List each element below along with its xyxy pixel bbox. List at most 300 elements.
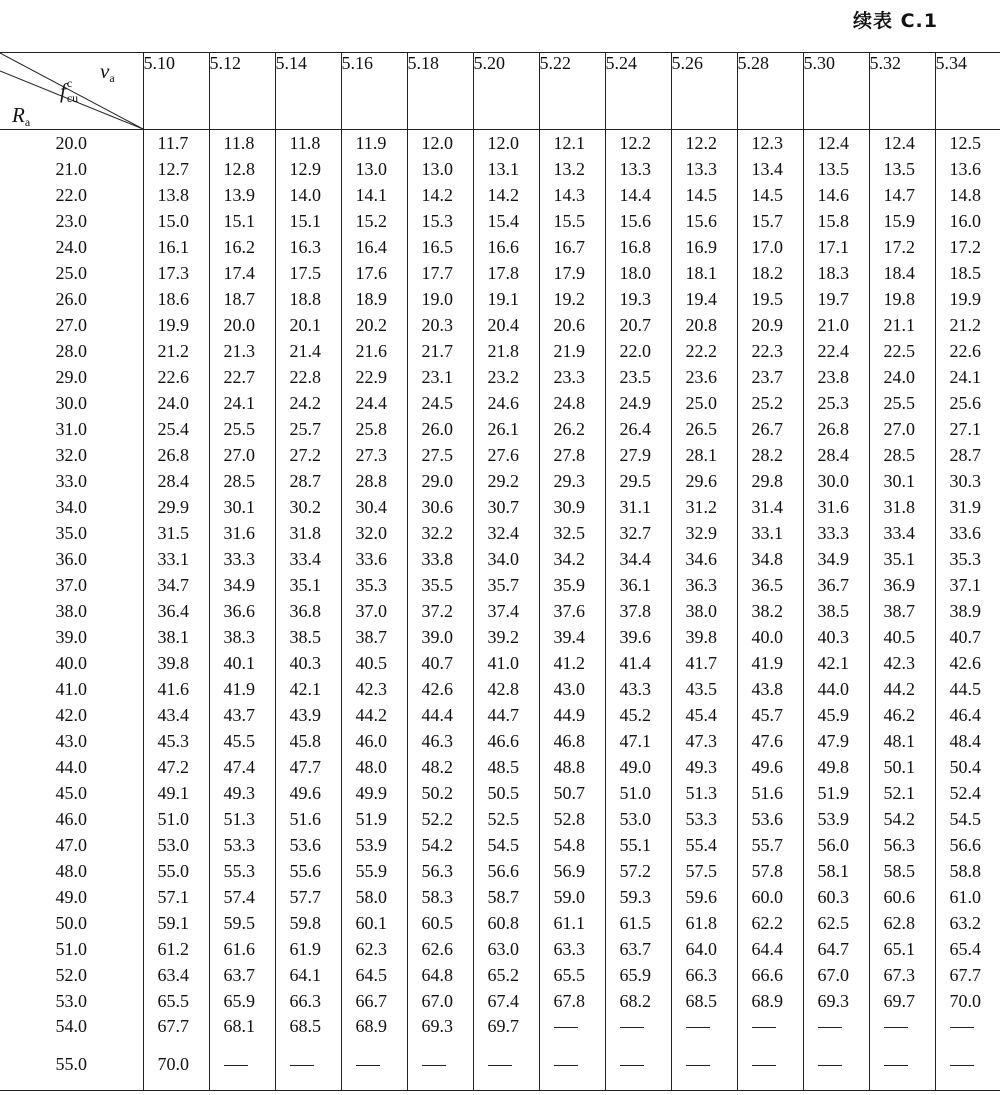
- strength-value-cell: 28.8: [341, 468, 407, 494]
- strength-value-cell: 42.1: [803, 650, 869, 676]
- strength-value-cell: 59.3: [605, 884, 671, 910]
- strength-value-cell: 17.2: [869, 234, 935, 260]
- strength-value-cell: 48.2: [407, 754, 473, 780]
- strength-value-cell: 45.2: [605, 702, 671, 728]
- strength-value-cell: 40.7: [407, 650, 473, 676]
- strength-value-cell: 33.8: [407, 546, 473, 572]
- strength-value-cell: 47.2: [143, 754, 209, 780]
- strength-value-cell: 18.5: [935, 260, 1000, 286]
- rebound-value-cell: 38.0: [0, 598, 143, 624]
- strength-value-cell: 21.4: [275, 338, 341, 364]
- strength-value-cell: 14.5: [737, 182, 803, 208]
- strength-value-cell: 13.3: [605, 156, 671, 182]
- column-header: 5.26: [671, 53, 737, 130]
- strength-value-cell: 31.9: [935, 494, 1000, 520]
- strength-value-cell: 33.6: [341, 546, 407, 572]
- strength-value-cell: 21.9: [539, 338, 605, 364]
- strength-value-cell: 24.0: [869, 364, 935, 390]
- strength-value-cell: 36.6: [209, 598, 275, 624]
- strength-value-cell: 33.3: [803, 520, 869, 546]
- table-row: [0, 130, 1000, 157]
- strength-value-cell: 44.0: [803, 676, 869, 702]
- strength-value-cell: 22.5: [869, 338, 935, 364]
- strength-value-cell: 35.3: [935, 546, 1000, 572]
- strength-value-cell: 19.3: [605, 286, 671, 312]
- strength-value-cell: 18.0: [605, 260, 671, 286]
- strength-value-cell: 30.9: [539, 494, 605, 520]
- strength-value-cell: [869, 1014, 935, 1052]
- strength-value-cell: 21.7: [407, 338, 473, 364]
- strength-value-cell: 63.7: [605, 936, 671, 962]
- strength-value-cell: 20.7: [605, 312, 671, 338]
- strength-value-cell: 45.5: [209, 728, 275, 754]
- strength-value-cell: 33.4: [869, 520, 935, 546]
- strength-value-cell: [935, 1014, 1000, 1052]
- dash-mark: [752, 1027, 776, 1028]
- table-body: [0, 130, 1000, 1091]
- table-row: [0, 702, 1000, 728]
- strength-value-cell: 54.2: [869, 806, 935, 832]
- table-row: [0, 260, 1000, 286]
- strength-value-cell: 16.0: [935, 208, 1000, 234]
- table-row: [0, 338, 1000, 364]
- strength-value-cell: 42.3: [341, 676, 407, 702]
- strength-value-cell: 27.0: [869, 416, 935, 442]
- strength-value-cell: 66.7: [341, 988, 407, 1014]
- table-row: [0, 546, 1000, 572]
- strength-value-cell: 40.5: [341, 650, 407, 676]
- strength-value-cell: 15.2: [341, 208, 407, 234]
- strength-value-cell: 34.7: [143, 572, 209, 598]
- strength-value-cell: 29.6: [671, 468, 737, 494]
- strength-value-cell: 12.1: [539, 130, 605, 157]
- strength-value-cell: 37.8: [605, 598, 671, 624]
- table-row: [0, 364, 1000, 390]
- strength-value-cell: 59.5: [209, 910, 275, 936]
- strength-value-cell: 13.6: [935, 156, 1000, 182]
- strength-value-cell: 56.6: [935, 832, 1000, 858]
- column-header: 5.20: [473, 53, 539, 130]
- strength-value-cell: 42.8: [473, 676, 539, 702]
- strength-value-cell: [209, 1052, 275, 1091]
- dash-mark: [620, 1027, 644, 1028]
- strength-value-cell: 51.9: [341, 806, 407, 832]
- strength-value-cell: 59.0: [539, 884, 605, 910]
- table-row: [0, 754, 1000, 780]
- table-row: [0, 858, 1000, 884]
- rebound-value-cell: 40.0: [0, 650, 143, 676]
- strength-value-cell: 59.6: [671, 884, 737, 910]
- strength-value-cell: 13.0: [407, 156, 473, 182]
- strength-value-cell: 60.3: [803, 884, 869, 910]
- strength-value-cell: 38.1: [143, 624, 209, 650]
- strength-value-cell: 15.5: [539, 208, 605, 234]
- strength-value-cell: 44.2: [869, 676, 935, 702]
- strength-value-cell: 47.7: [275, 754, 341, 780]
- strength-value-cell: 56.6: [473, 858, 539, 884]
- strength-value-cell: 14.4: [605, 182, 671, 208]
- strength-value-cell: 47.1: [605, 728, 671, 754]
- strength-value-cell: 18.8: [275, 286, 341, 312]
- strength-value-cell: 21.3: [209, 338, 275, 364]
- strength-value-cell: 14.3: [539, 182, 605, 208]
- strength-value-cell: 31.1: [605, 494, 671, 520]
- strength-value-cell: 64.7: [803, 936, 869, 962]
- strength-value-cell: 20.0: [209, 312, 275, 338]
- strength-value-cell: 19.0: [407, 286, 473, 312]
- column-header: 5.14: [275, 53, 341, 130]
- strength-value-cell: 39.8: [671, 624, 737, 650]
- strength-value-cell: 63.0: [473, 936, 539, 962]
- strength-value-cell: 45.7: [737, 702, 803, 728]
- strength-value-cell: 22.6: [935, 338, 1000, 364]
- strength-value-cell: 17.8: [473, 260, 539, 286]
- strength-value-cell: 61.1: [539, 910, 605, 936]
- strength-value-cell: 11.8: [209, 130, 275, 157]
- table-row: [0, 416, 1000, 442]
- strength-value-cell: 21.2: [143, 338, 209, 364]
- rebound-value-cell: 34.0: [0, 494, 143, 520]
- strength-value-cell: 38.3: [209, 624, 275, 650]
- strength-value-cell: 37.6: [539, 598, 605, 624]
- strength-value-cell: [737, 1052, 803, 1091]
- strength-value-cell: 52.8: [539, 806, 605, 832]
- strength-value-cell: 40.7: [935, 624, 1000, 650]
- strength-value-cell: 18.2: [737, 260, 803, 286]
- strength-value-cell: 64.8: [407, 962, 473, 988]
- strength-value-cell: 30.3: [935, 468, 1000, 494]
- strength-value-cell: 37.0: [341, 598, 407, 624]
- strength-value-cell: 52.2: [407, 806, 473, 832]
- strength-value-cell: 19.2: [539, 286, 605, 312]
- strength-value-cell: 17.3: [143, 260, 209, 286]
- strength-value-cell: 36.4: [143, 598, 209, 624]
- strength-value-cell: 31.6: [209, 520, 275, 546]
- strength-value-cell: 49.3: [209, 780, 275, 806]
- strength-value-cell: 36.3: [671, 572, 737, 598]
- strength-value-cell: 63.4: [143, 962, 209, 988]
- strength-value-cell: 37.1: [935, 572, 1000, 598]
- table-row: [0, 728, 1000, 754]
- strength-value-cell: 61.8: [671, 910, 737, 936]
- column-header: 5.12: [209, 53, 275, 130]
- strength-value-cell: [605, 1052, 671, 1091]
- strength-value-cell: 35.1: [275, 572, 341, 598]
- strength-value-cell: 66.3: [671, 962, 737, 988]
- strength-value-cell: 28.5: [209, 468, 275, 494]
- strength-value-cell: 23.7: [737, 364, 803, 390]
- strength-value-cell: 36.7: [803, 572, 869, 598]
- dash-mark: [224, 1065, 248, 1066]
- rebound-value-cell: 47.0: [0, 832, 143, 858]
- strength-value-cell: 15.7: [737, 208, 803, 234]
- strength-value-cell: 45.4: [671, 702, 737, 728]
- strength-value-cell: 68.5: [275, 1014, 341, 1052]
- table-row: [0, 1014, 1000, 1052]
- rebound-value-cell: 51.0: [0, 936, 143, 962]
- strength-value-cell: 59.8: [275, 910, 341, 936]
- column-header: 5.34: [935, 53, 1000, 130]
- strength-value-cell: 28.4: [143, 468, 209, 494]
- table-row: [0, 988, 1000, 1014]
- strength-value-cell: 12.8: [209, 156, 275, 182]
- table-row: [0, 208, 1000, 234]
- strength-value-cell: 30.6: [407, 494, 473, 520]
- strength-value-cell: 42.6: [935, 650, 1000, 676]
- strength-value-cell: 28.5: [869, 442, 935, 468]
- strength-value-cell: 40.3: [803, 624, 869, 650]
- strength-value-cell: 40.3: [275, 650, 341, 676]
- strength-value-cell: 48.4: [935, 728, 1000, 754]
- strength-value-cell: 50.7: [539, 780, 605, 806]
- strength-value-cell: 16.9: [671, 234, 737, 260]
- strength-value-cell: 66.6: [737, 962, 803, 988]
- strength-value-cell: 13.1: [473, 156, 539, 182]
- rebound-value-cell: 42.0: [0, 702, 143, 728]
- strength-value-cell: 68.5: [671, 988, 737, 1014]
- strength-value-cell: 31.2: [671, 494, 737, 520]
- strength-value-cell: 17.5: [275, 260, 341, 286]
- strength-value-cell: 38.0: [671, 598, 737, 624]
- strength-value-cell: 25.5: [869, 390, 935, 416]
- strength-value-cell: 24.9: [605, 390, 671, 416]
- strength-value-cell: 12.9: [275, 156, 341, 182]
- strength-value-cell: 23.1: [407, 364, 473, 390]
- strength-value-cell: 48.5: [473, 754, 539, 780]
- dash-mark: [554, 1027, 578, 1028]
- strength-value-cell: 62.8: [869, 910, 935, 936]
- strength-value-cell: 67.7: [935, 962, 1000, 988]
- strength-value-cell: 18.9: [341, 286, 407, 312]
- strength-value-cell: 24.1: [209, 390, 275, 416]
- strength-value-cell: 17.4: [209, 260, 275, 286]
- strength-value-cell: 27.1: [935, 416, 1000, 442]
- strength-value-cell: 15.9: [869, 208, 935, 234]
- strength-value-cell: 65.4: [935, 936, 1000, 962]
- strength-value-cell: 67.8: [539, 988, 605, 1014]
- strength-value-cell: 65.1: [869, 936, 935, 962]
- strength-value-cell: 14.1: [341, 182, 407, 208]
- strength-value-cell: 16.2: [209, 234, 275, 260]
- strength-value-cell: [341, 1052, 407, 1091]
- strength-value-cell: 44.2: [341, 702, 407, 728]
- strength-value-cell: 13.9: [209, 182, 275, 208]
- strength-value-cell: 69.3: [803, 988, 869, 1014]
- strength-value-cell: 30.7: [473, 494, 539, 520]
- strength-value-cell: 24.4: [341, 390, 407, 416]
- strength-value-cell: 16.6: [473, 234, 539, 260]
- strength-value-cell: 24.6: [473, 390, 539, 416]
- table-row: [0, 832, 1000, 858]
- strength-value-cell: 49.8: [803, 754, 869, 780]
- strength-value-cell: 68.1: [209, 1014, 275, 1052]
- strength-value-cell: 57.5: [671, 858, 737, 884]
- strength-value-cell: 42.6: [407, 676, 473, 702]
- strength-value-cell: 46.2: [869, 702, 935, 728]
- strength-value-cell: 55.1: [605, 832, 671, 858]
- strength-value-cell: 29.5: [605, 468, 671, 494]
- strength-value-cell: 67.0: [407, 988, 473, 1014]
- strength-value-cell: 70.0: [143, 1052, 209, 1091]
- strength-value-cell: 53.3: [671, 806, 737, 832]
- strength-value-cell: 60.1: [341, 910, 407, 936]
- dash-mark: [884, 1065, 908, 1066]
- strength-value-cell: 20.9: [737, 312, 803, 338]
- rebound-value-cell: 49.0: [0, 884, 143, 910]
- rebound-value-cell: 22.0: [0, 182, 143, 208]
- table-row: [0, 312, 1000, 338]
- strength-value-cell: 47.3: [671, 728, 737, 754]
- strength-value-cell: 13.8: [143, 182, 209, 208]
- strength-value-cell: 24.5: [407, 390, 473, 416]
- strength-value-cell: 47.9: [803, 728, 869, 754]
- strength-value-cell: 38.5: [275, 624, 341, 650]
- strength-value-cell: 55.6: [275, 858, 341, 884]
- strength-value-cell: 20.2: [341, 312, 407, 338]
- table-row: [0, 910, 1000, 936]
- strength-value-cell: 63.7: [209, 962, 275, 988]
- table-caption: 续表 C.1: [853, 10, 938, 32]
- strength-value-cell: 67.7: [143, 1014, 209, 1052]
- strength-value-cell: 24.1: [935, 364, 1000, 390]
- strength-value-cell: 63.2: [935, 910, 1000, 936]
- strength-value-cell: 51.0: [143, 806, 209, 832]
- table-row: [0, 442, 1000, 468]
- strength-value-cell: 14.5: [671, 182, 737, 208]
- strength-value-cell: 49.9: [341, 780, 407, 806]
- strength-value-cell: 29.3: [539, 468, 605, 494]
- strength-value-cell: 68.2: [605, 988, 671, 1014]
- table-row: [0, 806, 1000, 832]
- strength-value-cell: 47.4: [209, 754, 275, 780]
- strength-value-cell: 48.8: [539, 754, 605, 780]
- strength-value-cell: 57.2: [605, 858, 671, 884]
- strength-value-cell: 28.1: [671, 442, 737, 468]
- strength-value-cell: 18.3: [803, 260, 869, 286]
- strength-value-cell: 51.9: [803, 780, 869, 806]
- strength-value-cell: 41.9: [737, 650, 803, 676]
- strength-value-cell: 68.9: [341, 1014, 407, 1052]
- strength-value-cell: 43.5: [671, 676, 737, 702]
- strength-value-cell: 53.6: [737, 806, 803, 832]
- dash-mark: [950, 1065, 974, 1066]
- strength-value-cell: 56.9: [539, 858, 605, 884]
- rebound-value-cell: 43.0: [0, 728, 143, 754]
- strength-value-cell: 43.9: [275, 702, 341, 728]
- strength-value-cell: 15.8: [803, 208, 869, 234]
- strength-value-cell: 27.3: [341, 442, 407, 468]
- dash-mark: [752, 1065, 776, 1066]
- strength-value-cell: 58.0: [341, 884, 407, 910]
- strength-value-cell: 38.7: [341, 624, 407, 650]
- strength-value-cell: 43.0: [539, 676, 605, 702]
- strength-value-cell: 64.5: [341, 962, 407, 988]
- strength-value-cell: 17.0: [737, 234, 803, 260]
- strength-value-cell: 28.7: [275, 468, 341, 494]
- rebound-value-cell: 27.0: [0, 312, 143, 338]
- strength-value-cell: 40.1: [209, 650, 275, 676]
- strength-value-cell: 12.3: [737, 130, 803, 157]
- table-row: [0, 884, 1000, 910]
- strength-value-cell: 45.8: [275, 728, 341, 754]
- dash-mark: [554, 1065, 578, 1066]
- column-header: 5.16: [341, 53, 407, 130]
- strength-value-cell: 19.9: [935, 286, 1000, 312]
- strength-value-cell: 70.0: [935, 988, 1000, 1014]
- strength-value-cell: 57.7: [275, 884, 341, 910]
- strength-value-cell: 14.8: [935, 182, 1000, 208]
- rebound-value-cell: 39.0: [0, 624, 143, 650]
- strength-value-cell: 42.3: [869, 650, 935, 676]
- strength-value-cell: 63.3: [539, 936, 605, 962]
- strength-value-cell: [275, 1052, 341, 1091]
- strength-value-cell: 49.0: [605, 754, 671, 780]
- strength-value-cell: 61.2: [143, 936, 209, 962]
- strength-value-cell: 16.5: [407, 234, 473, 260]
- strength-value-cell: 34.8: [737, 546, 803, 572]
- strength-value-cell: 49.3: [671, 754, 737, 780]
- strength-value-cell: 51.3: [209, 806, 275, 832]
- strength-value-cell: 55.4: [671, 832, 737, 858]
- strength-value-cell: 66.3: [275, 988, 341, 1014]
- strength-value-cell: 43.7: [209, 702, 275, 728]
- strength-value-cell: 12.5: [935, 130, 1000, 157]
- strength-value-cell: 41.0: [473, 650, 539, 676]
- rebound-value-cell: 23.0: [0, 208, 143, 234]
- strength-value-cell: 26.5: [671, 416, 737, 442]
- table-row: [0, 962, 1000, 988]
- strength-value-cell: 64.0: [671, 936, 737, 962]
- strength-value-cell: 60.5: [407, 910, 473, 936]
- table-row: [0, 520, 1000, 546]
- strength-value-cell: 27.6: [473, 442, 539, 468]
- strength-value-cell: 19.9: [143, 312, 209, 338]
- velocity-label: va: [100, 59, 115, 85]
- strength-value-cell: 62.3: [341, 936, 407, 962]
- strength-value-cell: 11.7: [143, 130, 209, 157]
- strength-value-cell: 56.0: [803, 832, 869, 858]
- strength-value-cell: 55.3: [209, 858, 275, 884]
- strength-value-cell: 50.4: [935, 754, 1000, 780]
- table-row: [0, 234, 1000, 260]
- strength-value-cell: [539, 1052, 605, 1091]
- strength-value-cell: 44.5: [935, 676, 1000, 702]
- strength-value-cell: 35.7: [473, 572, 539, 598]
- strength-value-cell: 15.4: [473, 208, 539, 234]
- rebound-value-cell: 36.0: [0, 546, 143, 572]
- header-row: [0, 53, 1000, 130]
- rebound-value-cell: 52.0: [0, 962, 143, 988]
- strength-value-cell: 27.9: [605, 442, 671, 468]
- strength-value-cell: 14.7: [869, 182, 935, 208]
- rebound-value-cell: 25.0: [0, 260, 143, 286]
- strength-value-cell: 37.2: [407, 598, 473, 624]
- strength-value-cell: 22.0: [605, 338, 671, 364]
- strength-value-cell: 54.8: [539, 832, 605, 858]
- strength-value-cell: 35.1: [869, 546, 935, 572]
- strength-value-cell: 32.2: [407, 520, 473, 546]
- strength-value-cell: 17.7: [407, 260, 473, 286]
- strength-value-cell: 27.5: [407, 442, 473, 468]
- strength-value-cell: 29.0: [407, 468, 473, 494]
- dash-mark: [686, 1065, 710, 1066]
- strength-value-cell: 36.8: [275, 598, 341, 624]
- strength-value-cell: 43.8: [737, 676, 803, 702]
- strength-value-cell: 51.3: [671, 780, 737, 806]
- strength-value-cell: 36.9: [869, 572, 935, 598]
- strength-value-cell: 23.3: [539, 364, 605, 390]
- strength-value-cell: 58.7: [473, 884, 539, 910]
